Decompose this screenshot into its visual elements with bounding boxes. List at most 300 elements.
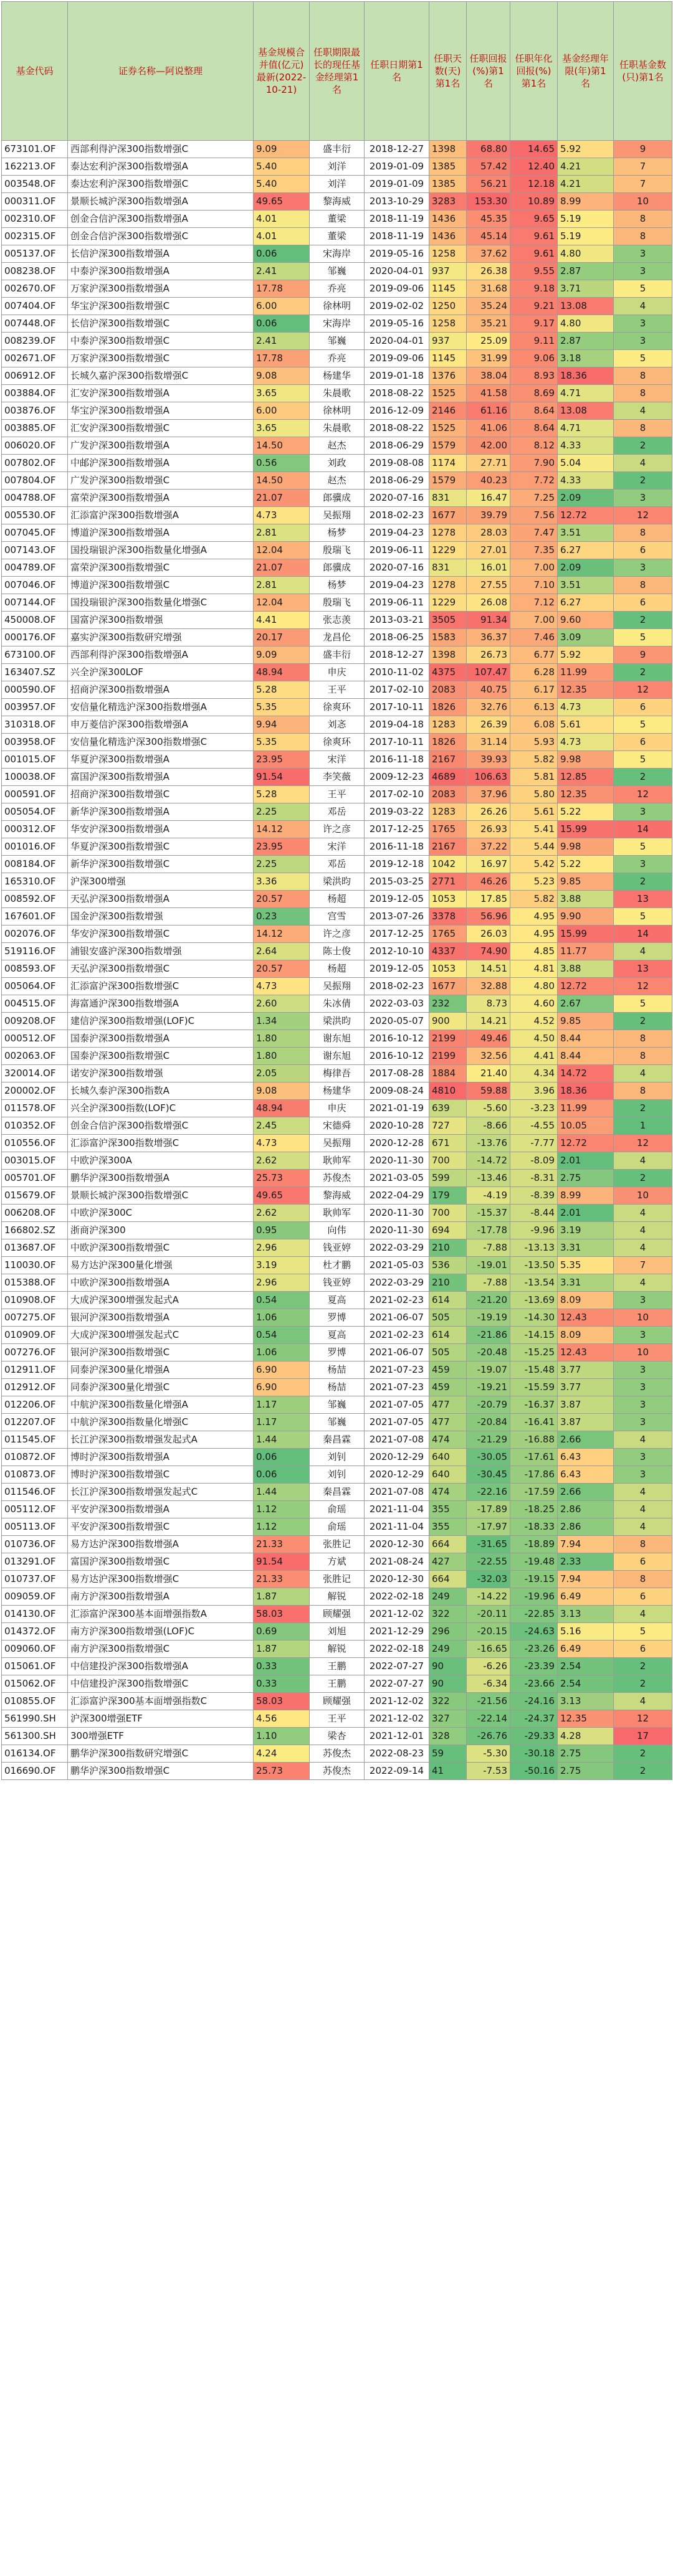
cell-fund-count: 5 [614,716,672,734]
cell-code: 007276.OF [2,1344,68,1361]
cell-days: 90 [429,1675,467,1693]
cell-days: 249 [429,1641,467,1658]
cell-fund-count: 5 [614,838,672,856]
cell-manager: 梁洪昀 [310,1013,365,1030]
col-header-name: 证券名称—阿说整理 [68,2,254,141]
cell-code: 005137.OF [2,245,68,263]
cell-annual-return: 5.80 [510,786,558,803]
cell-code: 003957.OF [2,699,68,716]
cell-size: 1.80 [254,1048,310,1065]
cell-size: 0.06 [254,315,310,333]
cell-years: 7.94 [558,1536,614,1553]
cell-annual-return: 6.17 [510,681,558,699]
cell-manager: 申庆 [310,664,365,681]
cell-date: 2022-07-27 [365,1658,429,1675]
cell-name: 大成沪深300增强发起式C [68,1327,254,1344]
cell-manager: 俞瑶 [310,1518,365,1536]
cell-code: 003958.OF [2,734,68,751]
cell-return: -17.97 [467,1518,510,1536]
table-row [2,699,672,716]
cell-years: 5.19 [558,211,614,228]
table-row [2,1152,672,1170]
cell-size: 1.87 [254,1641,310,1658]
cell-date: 2021-08-24 [365,1553,429,1571]
cell-return: -13.46 [467,1170,510,1187]
cell-annual-return: 5.82 [510,751,558,769]
cell-years: 13.08 [558,402,614,420]
cell-name: 中欧沪深300指数增强A [68,1274,254,1292]
cell-years: 3.51 [558,524,614,542]
cell-code: 310318.OF [2,716,68,734]
cell-date: 2019-01-09 [365,158,429,176]
cell-code: 015061.OF [2,1658,68,1675]
cell-years: 4.28 [558,1728,614,1745]
cell-days: 1053 [429,960,467,978]
cell-return: -20.84 [467,1414,510,1431]
cell-manager: 王鹏 [310,1675,365,1693]
cell-days: 614 [429,1327,467,1344]
cell-years: 9.85 [558,873,614,891]
table-row [2,1048,672,1065]
cell-fund-count: 3 [614,1396,672,1414]
cell-return: -20.48 [467,1344,510,1361]
cell-return: -19.19 [467,1309,510,1327]
cell-days: 1579 [429,437,467,455]
cell-manager: 耿帅军 [310,1205,365,1222]
cell-manager: 王平 [310,681,365,699]
cell-size: 1.44 [254,1484,310,1501]
cell-return: 14.21 [467,1013,510,1030]
cell-fund-count: 4 [614,298,672,315]
cell-code: 005530.OF [2,507,68,524]
cell-fund-count: 8 [614,420,672,437]
cell-date: 2020-12-30 [365,1536,429,1553]
cell-annual-return: -4.55 [510,1117,558,1135]
cell-name: 鹏华沪深300指数研究增强C [68,1745,254,1763]
cell-manager: 邓岳 [310,856,365,873]
cell-fund-count: 8 [614,1030,672,1048]
cell-return: -20.15 [467,1623,510,1641]
table-row [2,367,672,385]
cell-size: 3.65 [254,420,310,437]
cell-size: 1.17 [254,1414,310,1431]
cell-code: 008593.OF [2,960,68,978]
cell-manager: 谢东旭 [310,1048,365,1065]
cell-code: 012206.OF [2,1396,68,1414]
cell-name: 华安沪深300指数增强C [68,926,254,943]
cell-date: 2021-06-07 [365,1344,429,1361]
cell-size: 12.04 [254,542,310,559]
cell-return: -30.45 [467,1466,510,1484]
cell-fund-count: 14 [614,821,672,838]
cell-date: 2021-12-02 [365,1606,429,1623]
cell-fund-count: 13 [614,891,672,908]
cell-return: -21.86 [467,1327,510,1344]
cell-return: 26.38 [467,263,510,280]
cell-annual-return: 4.34 [510,1065,558,1082]
cell-return: -14.72 [467,1152,510,1170]
cell-manager: 梁洪昀 [310,873,365,891]
cell-fund-count: 7 [614,1257,672,1274]
cell-size: 2.81 [254,524,310,542]
cell-days: 1258 [429,315,467,333]
cell-code: 200002.OF [2,1082,68,1100]
cell-date: 2021-05-03 [365,1257,429,1274]
cell-fund-count: 10 [614,193,672,211]
cell-date: 2021-07-05 [365,1396,429,1414]
cell-fund-count: 10 [614,1344,672,1361]
cell-return: 36.37 [467,629,510,646]
cell-size: 3.65 [254,385,310,402]
cell-name: 兴全沪深300指数(LOF)C [68,1100,254,1117]
cell-manager: 殷瑞飞 [310,542,365,559]
cell-code: 561300.SH [2,1728,68,1745]
cell-years: 15.99 [558,821,614,838]
table-row [2,1553,672,1571]
cell-years: 2.75 [558,1170,614,1187]
cell-manager: 吴振翔 [310,507,365,524]
cell-fund-count: 8 [614,1536,672,1553]
cell-code: 011578.OF [2,1100,68,1117]
cell-size: 6.90 [254,1361,310,1379]
cell-years: 12.72 [558,978,614,995]
cell-manager: 许之彦 [310,821,365,838]
cell-date: 2021-07-23 [365,1379,429,1396]
cell-manager: 向伟 [310,1222,365,1239]
cell-fund-count: 5 [614,908,672,926]
cell-name: 华宝沪深300指数增强A [68,402,254,420]
cell-annual-return: 8.69 [510,385,558,402]
cell-return: -32.03 [467,1571,510,1588]
cell-annual-return: 4.95 [510,926,558,943]
cell-days: 296 [429,1623,467,1641]
cell-days: 1278 [429,524,467,542]
cell-fund-count: 8 [614,1048,672,1065]
cell-name: 浦银安盛沪深300指数增强 [68,943,254,960]
cell-code: 007144.OF [2,594,68,612]
cell-code: 002671.OF [2,350,68,367]
cell-name: 同泰沪深300量化增强A [68,1361,254,1379]
table-row [2,420,672,437]
cell-annual-return: 9.11 [510,333,558,350]
cell-code: 110030.OF [2,1257,68,1274]
cell-years: 7.94 [558,1571,614,1588]
cell-years: 6.49 [558,1588,614,1606]
cell-return: 45.14 [467,228,510,245]
cell-days: 664 [429,1536,467,1553]
cell-manager: 杨超 [310,960,365,978]
cell-date: 2022-02-18 [365,1588,429,1606]
cell-date: 2022-07-27 [365,1675,429,1693]
cell-days: 599 [429,1170,467,1187]
cell-fund-count: 2 [614,1763,672,1780]
cell-code: 519116.OF [2,943,68,960]
table-row [2,1745,672,1763]
cell-years: 12.35 [558,786,614,803]
cell-name: 鹏华沪深300指数增强A [68,1170,254,1187]
cell-return: -7.88 [467,1239,510,1257]
cell-years: 6.43 [558,1449,614,1466]
col-header-annual-return: 任职年化回报(%)第1名 [510,2,558,141]
cell-annual-return: -13.13 [510,1239,558,1257]
cell-return: 17.85 [467,891,510,908]
cell-return: -21.20 [467,1292,510,1309]
cell-size: 23.95 [254,751,310,769]
cell-name: 沪深300增强ETF [68,1710,254,1728]
cell-date: 2019-04-23 [365,524,429,542]
cell-return: 45.35 [467,211,510,228]
cell-manager: 杨建华 [310,367,365,385]
table-row [2,838,672,856]
cell-code: 002063.OF [2,1048,68,1065]
cell-name: 汇添富沪深300基本面增强指数A [68,1606,254,1623]
cell-days: 90 [429,1658,467,1675]
cell-days: 1229 [429,594,467,612]
cell-years: 4.71 [558,420,614,437]
cell-days: 640 [429,1466,467,1484]
cell-years: 8.99 [558,193,614,211]
cell-code: 012911.OF [2,1361,68,1379]
cell-years: 12.35 [558,1710,614,1728]
cell-years: 18.36 [558,367,614,385]
cell-date: 2020-12-29 [365,1466,429,1484]
cell-days: 1677 [429,507,467,524]
cell-manager: 王平 [310,786,365,803]
table-row [2,1693,672,1710]
cell-name: 银河沪深300指数增强A [68,1309,254,1327]
cell-date: 2020-07-16 [365,490,429,507]
cell-manager: 张胜记 [310,1536,365,1553]
cell-years: 3.18 [558,350,614,367]
cell-code: 008184.OF [2,856,68,873]
cell-code: 009060.OF [2,1641,68,1658]
cell-days: 459 [429,1379,467,1396]
table-row [2,263,672,280]
cell-date: 2019-06-11 [365,542,429,559]
cell-size: 21.07 [254,559,310,577]
cell-years: 4.33 [558,437,614,455]
cell-code: 005064.OF [2,978,68,995]
cell-return: 31.68 [467,280,510,298]
cell-days: 937 [429,333,467,350]
cell-manager: 张胜记 [310,1571,365,1588]
cell-days: 1145 [429,350,467,367]
cell-fund-count: 2 [614,1658,672,1675]
table-row [2,507,672,524]
table-row [2,1327,672,1344]
cell-code: 005054.OF [2,803,68,821]
cell-annual-return: 7.46 [510,629,558,646]
cell-years: 8.09 [558,1292,614,1309]
cell-code: 008592.OF [2,891,68,908]
cell-manager: 秦昌霖 [310,1431,365,1449]
cell-name: 易方达沪深300指数增强A [68,1536,254,1553]
cell-date: 2021-11-04 [365,1501,429,1518]
cell-size: 0.54 [254,1292,310,1309]
cell-years: 2.54 [558,1658,614,1675]
cell-size: 0.54 [254,1327,310,1344]
cell-annual-return: 7.00 [510,612,558,629]
table-row [2,664,672,681]
cell-date: 2022-09-14 [365,1763,429,1780]
cell-annual-return: -23.39 [510,1658,558,1675]
cell-code: 009208.OF [2,1013,68,1030]
cell-years: 3.13 [558,1693,614,1710]
cell-annual-return: -15.59 [510,1379,558,1396]
cell-manager: 龙昌伦 [310,629,365,646]
table-row [2,1135,672,1152]
cell-days: 355 [429,1518,467,1536]
cell-name: 中欧沪深300C [68,1205,254,1222]
cell-code: 561990.SH [2,1710,68,1728]
cell-days: 59 [429,1745,467,1763]
cell-code: 000512.OF [2,1030,68,1048]
cell-name: 中信建投沪深300指数增强A [68,1658,254,1675]
cell-date: 2016-10-12 [365,1030,429,1048]
col-header-date: 任职日期第1名 [365,2,429,141]
cell-annual-return: -18.33 [510,1518,558,1536]
cell-days: 1398 [429,646,467,664]
cell-code: 015388.OF [2,1274,68,1292]
cell-fund-count: 5 [614,280,672,298]
cell-annual-return: 7.10 [510,577,558,594]
cell-date: 2019-05-16 [365,315,429,333]
cell-manager: 朱冰倩 [310,995,365,1013]
cell-manager: 宋德舜 [310,1117,365,1135]
cell-fund-count: 4 [614,1239,672,1257]
cell-annual-return: 9.18 [510,280,558,298]
cell-date: 2019-09-06 [365,280,429,298]
cell-fund-count: 4 [614,455,672,472]
cell-name: 天弘沪深300指数增强C [68,960,254,978]
cell-name: 海富通沪深300指数增强A [68,995,254,1013]
cell-annual-return: 4.81 [510,960,558,978]
cell-years: 3.19 [558,1222,614,1239]
cell-annual-return: -13.54 [510,1274,558,1292]
cell-name: 汇添富沪深300指数增强C [68,978,254,995]
cell-annual-return: 8.12 [510,437,558,455]
cell-fund-count: 5 [614,350,672,367]
cell-annual-return: -14.30 [510,1309,558,1327]
cell-fund-count: 3 [614,333,672,350]
cell-name: 易方达沪深300指数增强C [68,1571,254,1588]
cell-annual-return: 5.42 [510,856,558,873]
cell-name: 中欧沪深300指数增强C [68,1239,254,1257]
cell-date: 2019-06-11 [365,594,429,612]
cell-return: -13.76 [467,1135,510,1152]
cell-date: 2020-04-01 [365,333,429,350]
cell-name: 鹏华沪深300指数增强C [68,1763,254,1780]
cell-days: 2083 [429,681,467,699]
cell-years: 3.13 [558,1606,614,1623]
cell-size: 0.33 [254,1658,310,1675]
cell-name: 博道沪深300指数增强A [68,524,254,542]
cell-fund-count: 4 [614,402,672,420]
cell-annual-return: -23.66 [510,1675,558,1693]
cell-date: 2018-12-27 [365,646,429,664]
cell-fund-count: 5 [614,629,672,646]
cell-date: 2017-02-10 [365,786,429,803]
table-row [2,1170,672,1187]
cell-size: 1.10 [254,1728,310,1745]
cell-code: 003876.OF [2,402,68,420]
cell-manager: 邓岳 [310,803,365,821]
table-row [2,1518,672,1536]
cell-name: 万家沪深300指数增强C [68,350,254,367]
cell-days: 3283 [429,193,467,211]
cell-manager: 宋海岸 [310,245,365,263]
cell-fund-count: 2 [614,472,672,490]
cell-code: 015062.OF [2,1675,68,1693]
cell-code: 014372.OF [2,1623,68,1641]
cell-date: 2019-01-18 [365,367,429,385]
cell-years: 2.86 [558,1501,614,1518]
cell-fund-count: 12 [614,1710,672,1728]
cell-name: 华夏沪深300指数增强A [68,751,254,769]
cell-fund-count: 2 [614,769,672,786]
cell-return: -6.34 [467,1675,510,1693]
cell-size: 2.62 [254,1205,310,1222]
cell-years: 3.77 [558,1379,614,1396]
cell-code: 010736.OF [2,1536,68,1553]
cell-manager: 解锐 [310,1641,365,1658]
cell-manager: 郎骥成 [310,559,365,577]
cell-name: 博时沪深300指数增强C [68,1466,254,1484]
cell-fund-count: 2 [614,1745,672,1763]
cell-annual-return: 5.41 [510,821,558,838]
table-row [2,751,672,769]
cell-size: 5.40 [254,158,310,176]
cell-code: 163407.SZ [2,664,68,681]
cell-years: 2.75 [558,1745,614,1763]
cell-size: 9.08 [254,367,310,385]
cell-fund-count: 12 [614,681,672,699]
cell-code: 673101.OF [2,141,68,158]
table-row [2,385,672,402]
cell-annual-return: -9.96 [510,1222,558,1239]
cell-annual-return: -16.41 [510,1414,558,1431]
cell-days: 900 [429,1013,467,1030]
cell-days: 232 [429,995,467,1013]
cell-code: 100038.OF [2,769,68,786]
cell-name: 中邮沪深300指数增强A [68,455,254,472]
cell-name: 银河沪深300指数增强C [68,1344,254,1361]
cell-annual-return: -24.37 [510,1710,558,1728]
cell-years: 3.71 [558,280,614,298]
cell-annual-return: -24.16 [510,1693,558,1710]
cell-days: 1042 [429,856,467,873]
cell-years: 4.21 [558,176,614,193]
table-row [2,280,672,298]
cell-date: 2016-11-18 [365,838,429,856]
cell-size: 6.00 [254,298,310,315]
cell-days: 4375 [429,664,467,681]
cell-name: 富国沪深300指数增强C [68,1553,254,1571]
cell-fund-count: 4 [614,1065,672,1082]
cell-size: 2.60 [254,995,310,1013]
cell-manager: 徐爽环 [310,734,365,751]
cell-years: 3.87 [558,1414,614,1431]
cell-manager: 杨梦 [310,577,365,594]
cell-years: 2.01 [558,1205,614,1222]
cell-fund-count: 6 [614,542,672,559]
cell-manager: 杜才鹏 [310,1257,365,1274]
table-row [2,1431,672,1449]
cell-size: 2.41 [254,263,310,280]
cell-name: 华安沪深300指数增强A [68,821,254,838]
cell-manager: 邹巍 [310,333,365,350]
cell-days: 1053 [429,891,467,908]
